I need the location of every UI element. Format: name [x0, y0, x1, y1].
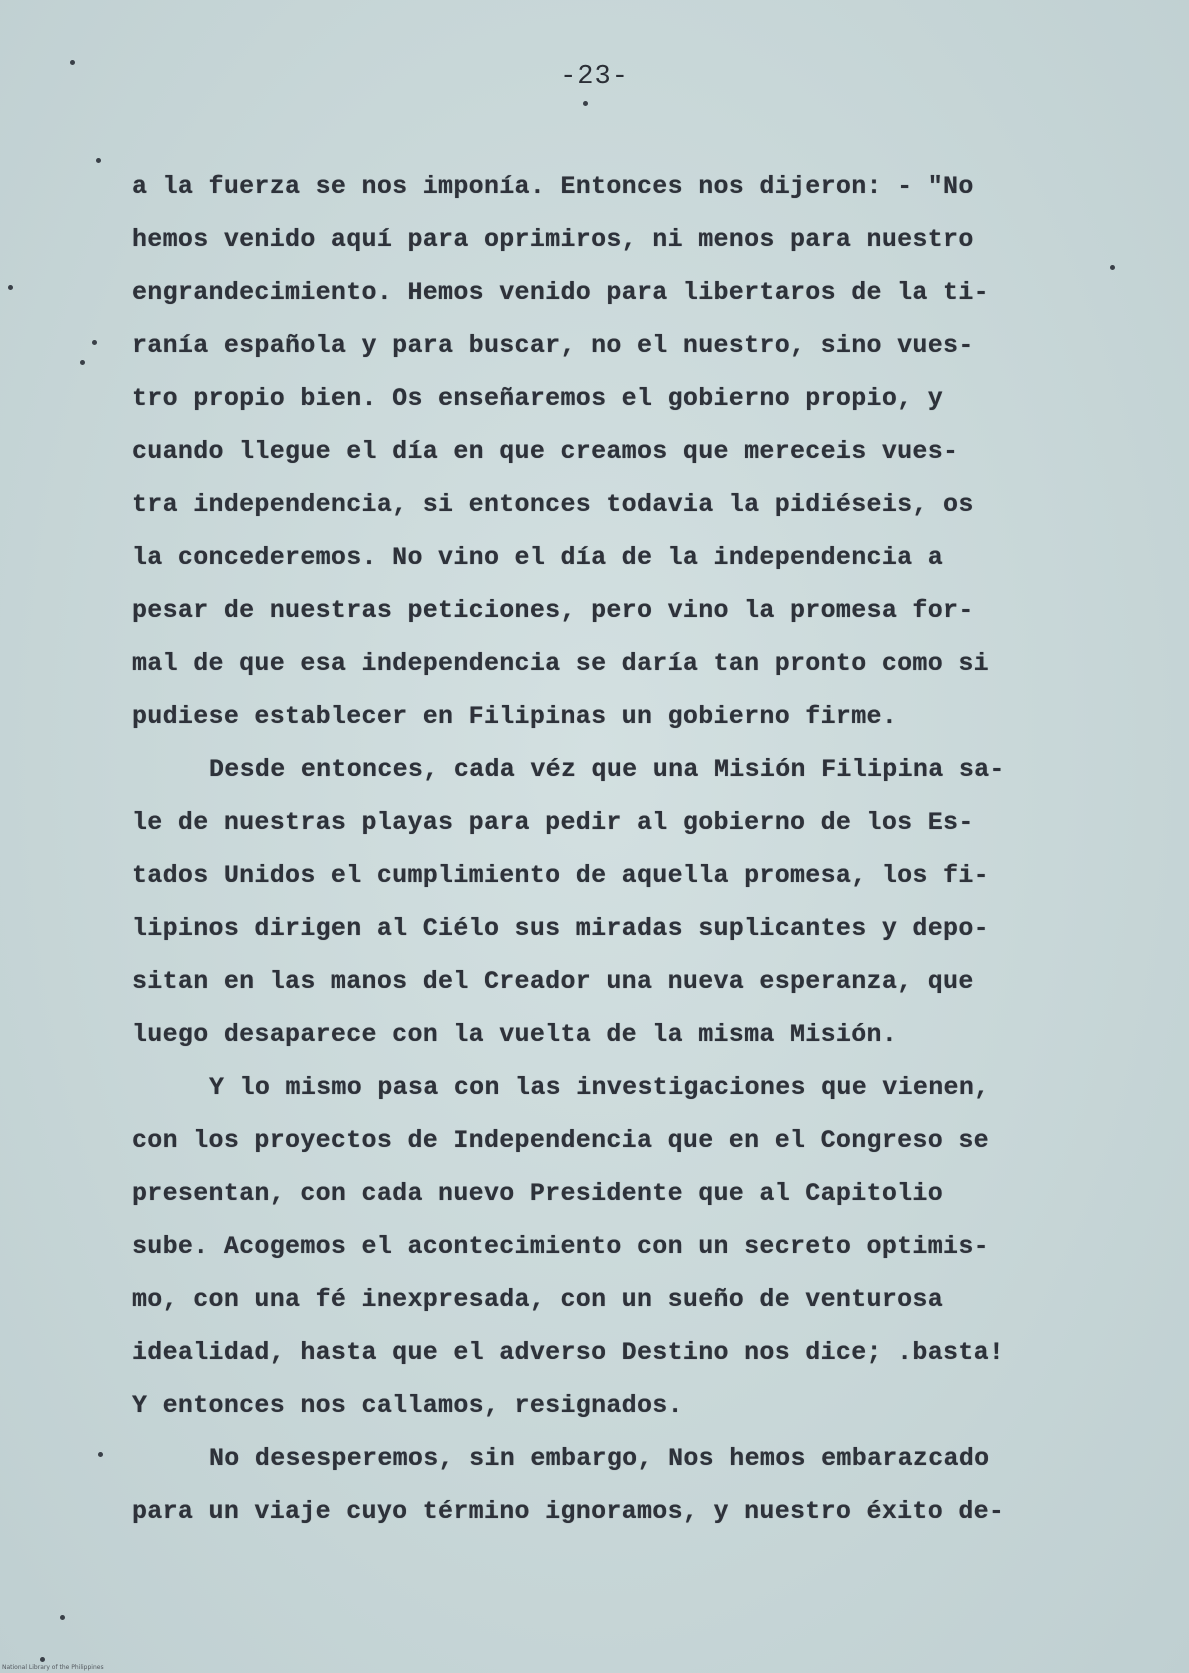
text-line: le de nuestras playas para pedir al gobierno de los Es- [132, 808, 974, 837]
scan-speck [1110, 265, 1115, 270]
text-line: pudiese establecer en Filipinas un gobierno firme. [132, 702, 898, 731]
text-line: pesar de nuestras peticiones, pero vino la promesa for- [132, 596, 974, 625]
scan-speck [70, 60, 75, 65]
text-line: Y lo mismo pasa con las investigaciones que vienen, [209, 1073, 990, 1102]
page-number: -23- [560, 62, 629, 92]
text-line: sube. Acogemos el acontecimiento con un secreto optimis- [132, 1232, 989, 1261]
text-line: para un viaje cuyo término ignoramos, y nuestro éxito de- [132, 1497, 1005, 1526]
text-line: mal de que esa independencia se daría tan pronto como si [132, 649, 989, 678]
scan-speck [40, 1657, 45, 1662]
text-line: tra independencia, si entonces todavia la pidiéseis, os [132, 490, 974, 519]
text-line: tados Unidos el cumplimiento de aquella promesa, los fi- [132, 861, 989, 890]
scan-speck [60, 1615, 65, 1620]
text-line: engrandecimiento. Hemos venido para libertaros de la ti- [132, 278, 989, 307]
text-line: Desde entonces, cada véz que una Misión Filipina sa- [209, 755, 1005, 784]
text-line: hemos venido aquí para oprimiros, ni menos para nuestro [132, 225, 974, 254]
text-line: No desesperemos, sin embargo, Nos hemos embarazcado [209, 1444, 990, 1473]
scan-speck [583, 101, 588, 106]
scan-speck [92, 340, 97, 345]
text-line: idealidad, hasta que el adverso Destino nos dice; .basta! [132, 1338, 1005, 1367]
text-line: tro propio bien. Os enseñaremos el gobierno propio, y [132, 384, 944, 413]
text-line: con los proyectos de Independencia que en el Congreso se [132, 1126, 989, 1155]
text-line: Y entonces nos callamos, resignados. [132, 1391, 683, 1420]
scan-speck [80, 360, 85, 365]
text-line: la concederemos. No vino el día de la independencia a [132, 543, 944, 572]
text-line: luego desaparece con la vuelta de la misma Misión. [132, 1020, 898, 1049]
library-credit: National Library of the Philippines [2, 1664, 104, 1671]
text-line: a la fuerza se nos imponía. Entonces nos dijeron: - "No [132, 172, 974, 201]
text-line: lipinos dirigen al Ciélo sus miradas suplicantes y depo- [132, 914, 989, 943]
scan-speck [96, 158, 101, 163]
text-line: cuando llegue el día en que creamos que mereceis vues- [132, 437, 959, 466]
text-line: sitan en las manos del Creador una nueva esperanza, que [132, 967, 974, 996]
text-line: mo, con una fé inexpresada, con un sueño de venturosa [132, 1285, 944, 1314]
text-line: presentan, con cada nuevo Presidente que al Capitolio [132, 1179, 944, 1208]
text-line: ranía española y para buscar, no el nuestro, sino vues- [132, 331, 974, 360]
scan-speck [98, 1452, 103, 1457]
scan-speck [8, 285, 13, 290]
